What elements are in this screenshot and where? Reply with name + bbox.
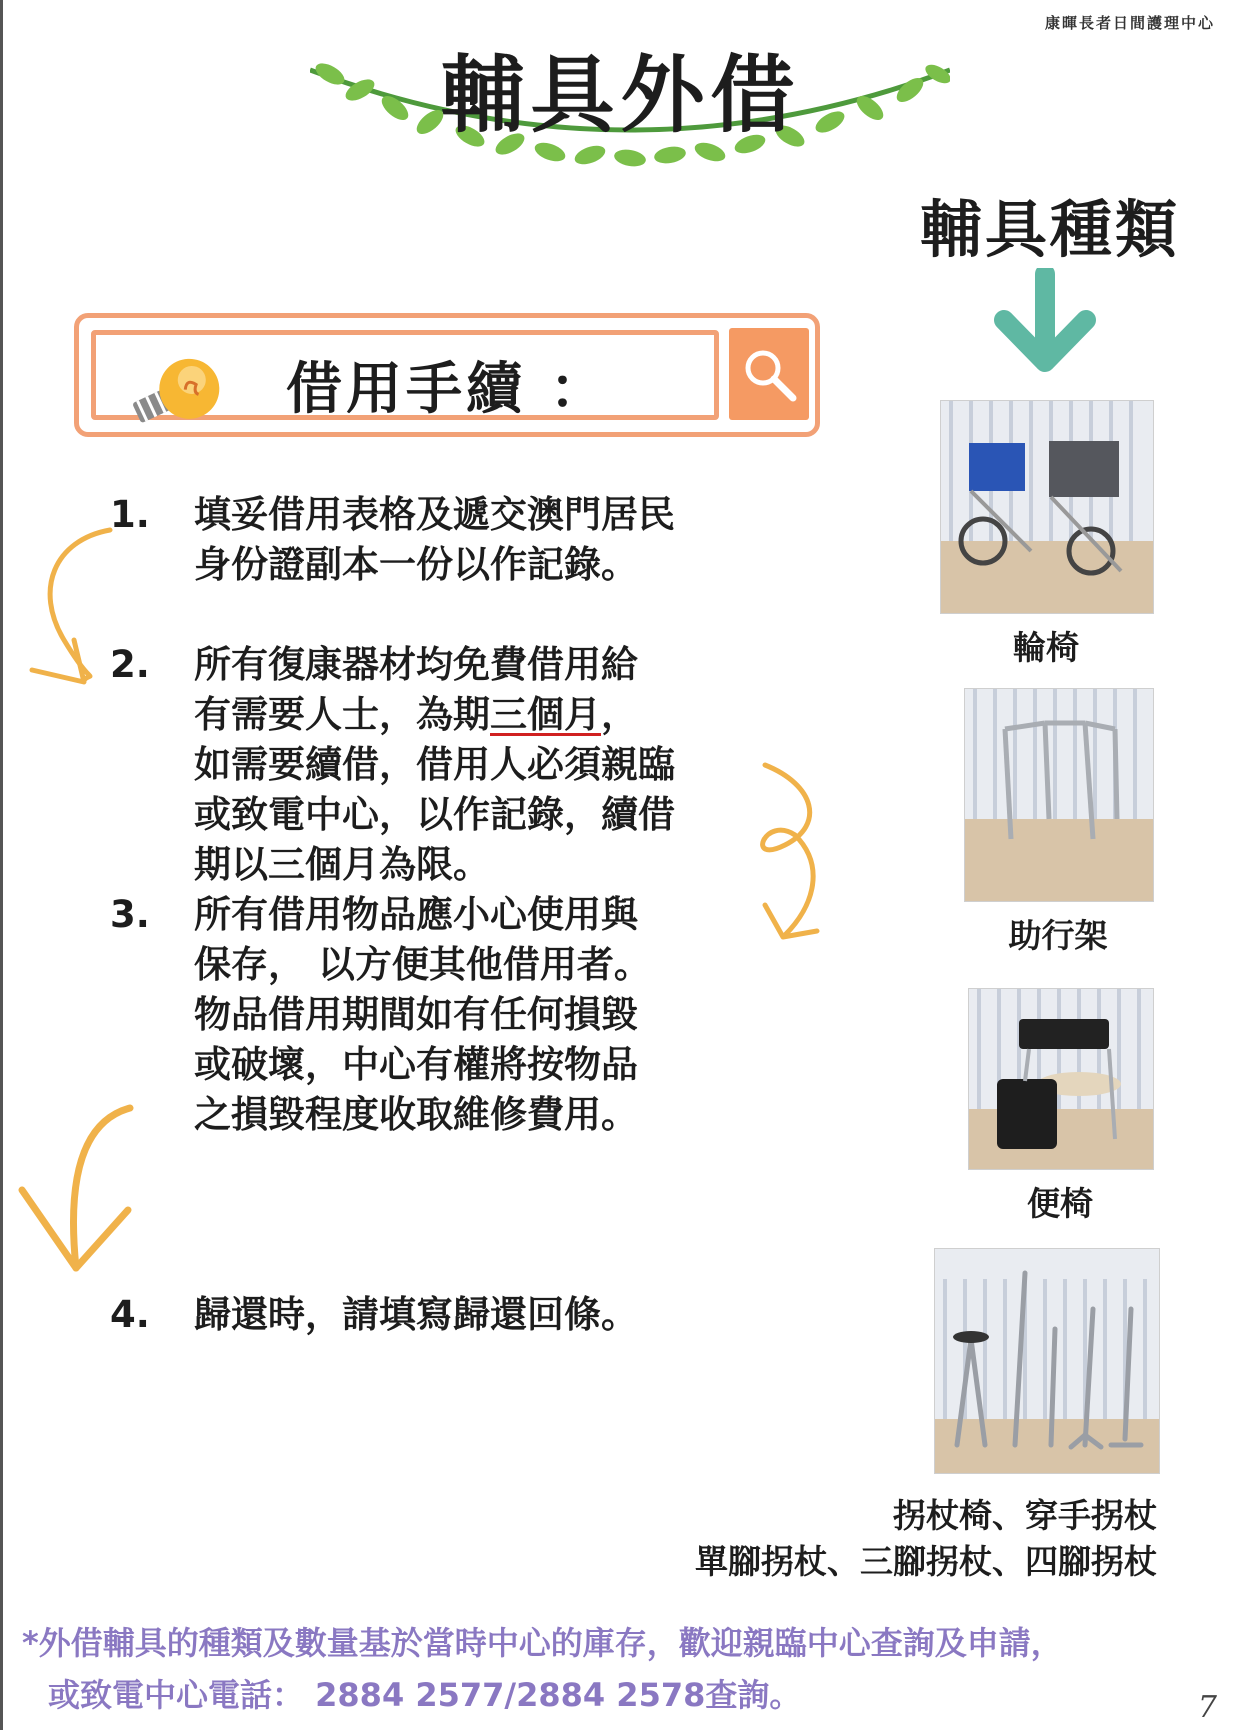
step-text: [194, 890, 754, 1140]
aid-caption: 單腳拐杖、三腳拐杖、四腳拐杖: [695, 1542, 1157, 1581]
step-text: [194, 640, 754, 890]
footnote-line: *外借輔具的種類及數量基於當時中心的庫存，歡迎親臨中心查詢及申請，: [22, 1624, 1063, 1662]
step-line: 或破壞，中心有權將按物品: [194, 1043, 638, 1086]
step-number: 1.: [110, 493, 150, 536]
magnifier-icon: [737, 342, 801, 406]
procedure-search-bar: [74, 313, 820, 437]
footnote: [22, 1617, 1212, 1721]
step-line-part: 有需要人士，為期: [194, 693, 490, 736]
aid-caption: 拐杖椅、穿手拐杖: [893, 1496, 1157, 1535]
curved-arrow-icon: [745, 755, 835, 945]
aid-caption: 便椅: [1027, 1184, 1093, 1223]
step-number: 2.: [110, 643, 150, 686]
step-number: 4.: [110, 1293, 150, 1336]
aid-caption: 輪椅: [1013, 628, 1079, 667]
step-line: 所有借用物品應小心使用與: [194, 893, 638, 936]
commode-chair-icon: [969, 989, 1153, 1169]
step-line: 如需要續借，借用人必須親臨: [194, 743, 675, 786]
walking-frame-icon: [965, 689, 1153, 901]
aid-types-title: 輔具種類: [919, 193, 1180, 266]
aid-caption: 助行架: [1008, 916, 1108, 955]
step-line: 身份證副本一份以作記錄。: [194, 543, 638, 586]
page-number: 7: [1197, 1690, 1217, 1725]
walking-stick-icon: [935, 1249, 1159, 1473]
footnote-line: 或致電中心電話： 2884 2577/2884 2578查詢。: [48, 1676, 802, 1714]
step-line-part: ，: [601, 693, 638, 736]
wheelchair-photo: [940, 400, 1154, 614]
curved-arrow-icon: [16, 1100, 136, 1280]
step-line: 所有復康器材均免費借用給: [194, 643, 638, 686]
lightbulb-icon: [118, 353, 228, 433]
loan-period-highlight: 三個月: [490, 693, 601, 736]
procedure-search-field: [91, 330, 719, 420]
search-button: [729, 328, 809, 420]
step-line: [194, 690, 754, 740]
step-line: 物品借用期間如有任何損毀: [194, 993, 638, 1036]
arrow-down-icon: [990, 268, 1100, 378]
commode-chair-photo: [968, 988, 1154, 1170]
step-line: 之損毀程度收取維修費用。: [194, 1093, 638, 1136]
wheelchair-icon: [941, 401, 1153, 613]
step-line: 保存， 以方便其他借用者。: [194, 943, 651, 986]
step-line: 歸還時，請填寫歸還回條。: [194, 1293, 638, 1336]
step-text: [194, 1290, 754, 1340]
curved-arrow-icon: [24, 520, 114, 690]
step-text: [194, 490, 754, 590]
step-line: 或致電中心，以作記錄，續借: [194, 793, 675, 836]
step-line: 期以三個月為限。: [194, 843, 490, 886]
walking-sticks-photo: [934, 1248, 1160, 1474]
step-number: 3.: [110, 893, 150, 936]
page-border: [0, 0, 3, 1730]
walking-frame-photo: [964, 688, 1154, 902]
step-line: 填妥借用表格及遞交澳門居民: [194, 493, 675, 536]
procedure-title: 借用手續 ：: [286, 357, 610, 422]
organization-name: 康暉長者日間護理中心: [1044, 14, 1215, 32]
page-title: 輔具外借: [440, 46, 801, 144]
